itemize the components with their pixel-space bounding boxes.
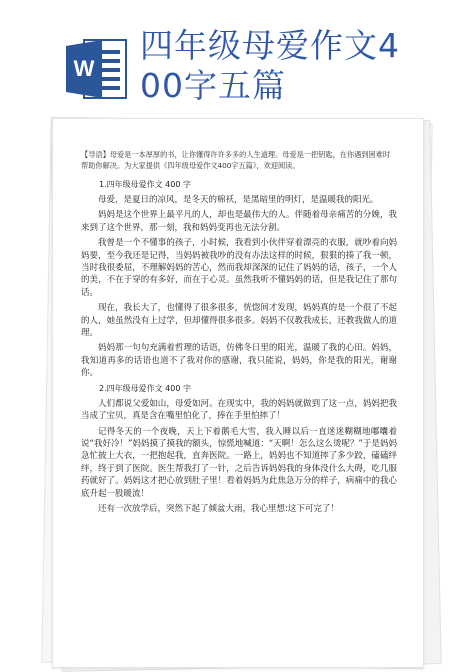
paragraph: 妈妈是这个世界上最平凡的人，却也是最伟大的人。伴随着母亲痛苦的分娩，我来到了这个世界，那一刻，我和妈妈变再也无法分割。 [81, 210, 397, 233]
document-preview [52, 118, 430, 666]
title-line-1: 四年级母爱作文4 [140, 26, 400, 65]
paragraph: 还有一次放学后，突然下起了倾盆大雨，我心里想:这下可完了！ [98, 503, 339, 514]
intro-paragraph: 【导语】母爱是一本厚厚的书，让你懂得许许多多的人生道理。母爱是一把钥匙，在你遇到困难时帮助你解决。为大家提供《四年级母爱作文400字五篇》，欢迎阅读。 [81, 150, 391, 170]
word-icon-letter: W [73, 56, 95, 81]
paragraph: 人们都说父爱如山，母爱如河。在现实中，我的妈妈就做到了这一点，妈妈把我当成了宝贝，真是含在嘴里怕化了，捧在手里怕摔了！ [81, 398, 397, 422]
page-title [140, 26, 470, 106]
paragraph: 母爱，是夏日的凉风，是冬天的棉袄，是黑暗里的明灯，是温暖我的阳光。 [98, 195, 379, 205]
paragraph: 妈妈那一句句充满着哲理的话语，仿佛冬日里的阳光，温暖了我的心田。妈妈，我知道再多的话语也道不了我对你的感谢，我只能说，妈妈，你是我的阳光，谢谢你。 [81, 343, 397, 379]
microsoft-word-icon [62, 34, 132, 104]
document-body [81, 149, 397, 515]
paragraph: 记得冬天的一个夜晚，天上下着鹅毛大雪，我入睡以后一直迷迷糊糊地嘟囔着说“我好冷！”妈妈摸了摸我的额头，惊慌地喊道：“天啊！怎么这么烫呢？”于是妈妈急忙披上大衣，一把抱起我，直奔医院。一路上，妈妈也不知道摔了多少跤，磕磕绊绊，终于到了医院。医生帮我打了一针，之后告诉妈妈我的身体没什么大碍，吃几服药就好了。妈妈这才把心放到肚子里！看着妈妈为此焦急万分的样子，病痛中的我心底升起一股暖流！ [81, 426, 397, 499]
document-page [52, 118, 424, 668]
paragraph: 现在，我长大了，也懂得了很多很多，恍惚间才发现，妈妈真的是一个很了不起的人，她虽然没有上过学，但却懂得很多很多。妈妈不仅教我成长，还教我做人的道理。 [81, 303, 397, 339]
banner-header [0, 0, 474, 118]
title-line-2: 00字五篇 [140, 66, 286, 105]
section-title-1: 1.四年级母爱作文 400 字 [99, 180, 191, 189]
section-title-2: 2.四年级母爱作文 400 字 [99, 383, 191, 393]
paragraph: 我曾是一个不懂事的孩子，小时候，我看到小伙伴穿着漂亮的衣服，就吵着向妈妈要，至今我还是记得，当妈妈被我吵的没有办法这样的时候，狠狠的揍了我一顿，当时我很委屈，不理解妈妈的苦心，然而我却深深的记住了妈妈的话，孩子，一个人的美，不在于穿的有多好，而在于心灵。虽然我听不懂妈妈的话，但是我记住了那句话。 [81, 238, 397, 298]
